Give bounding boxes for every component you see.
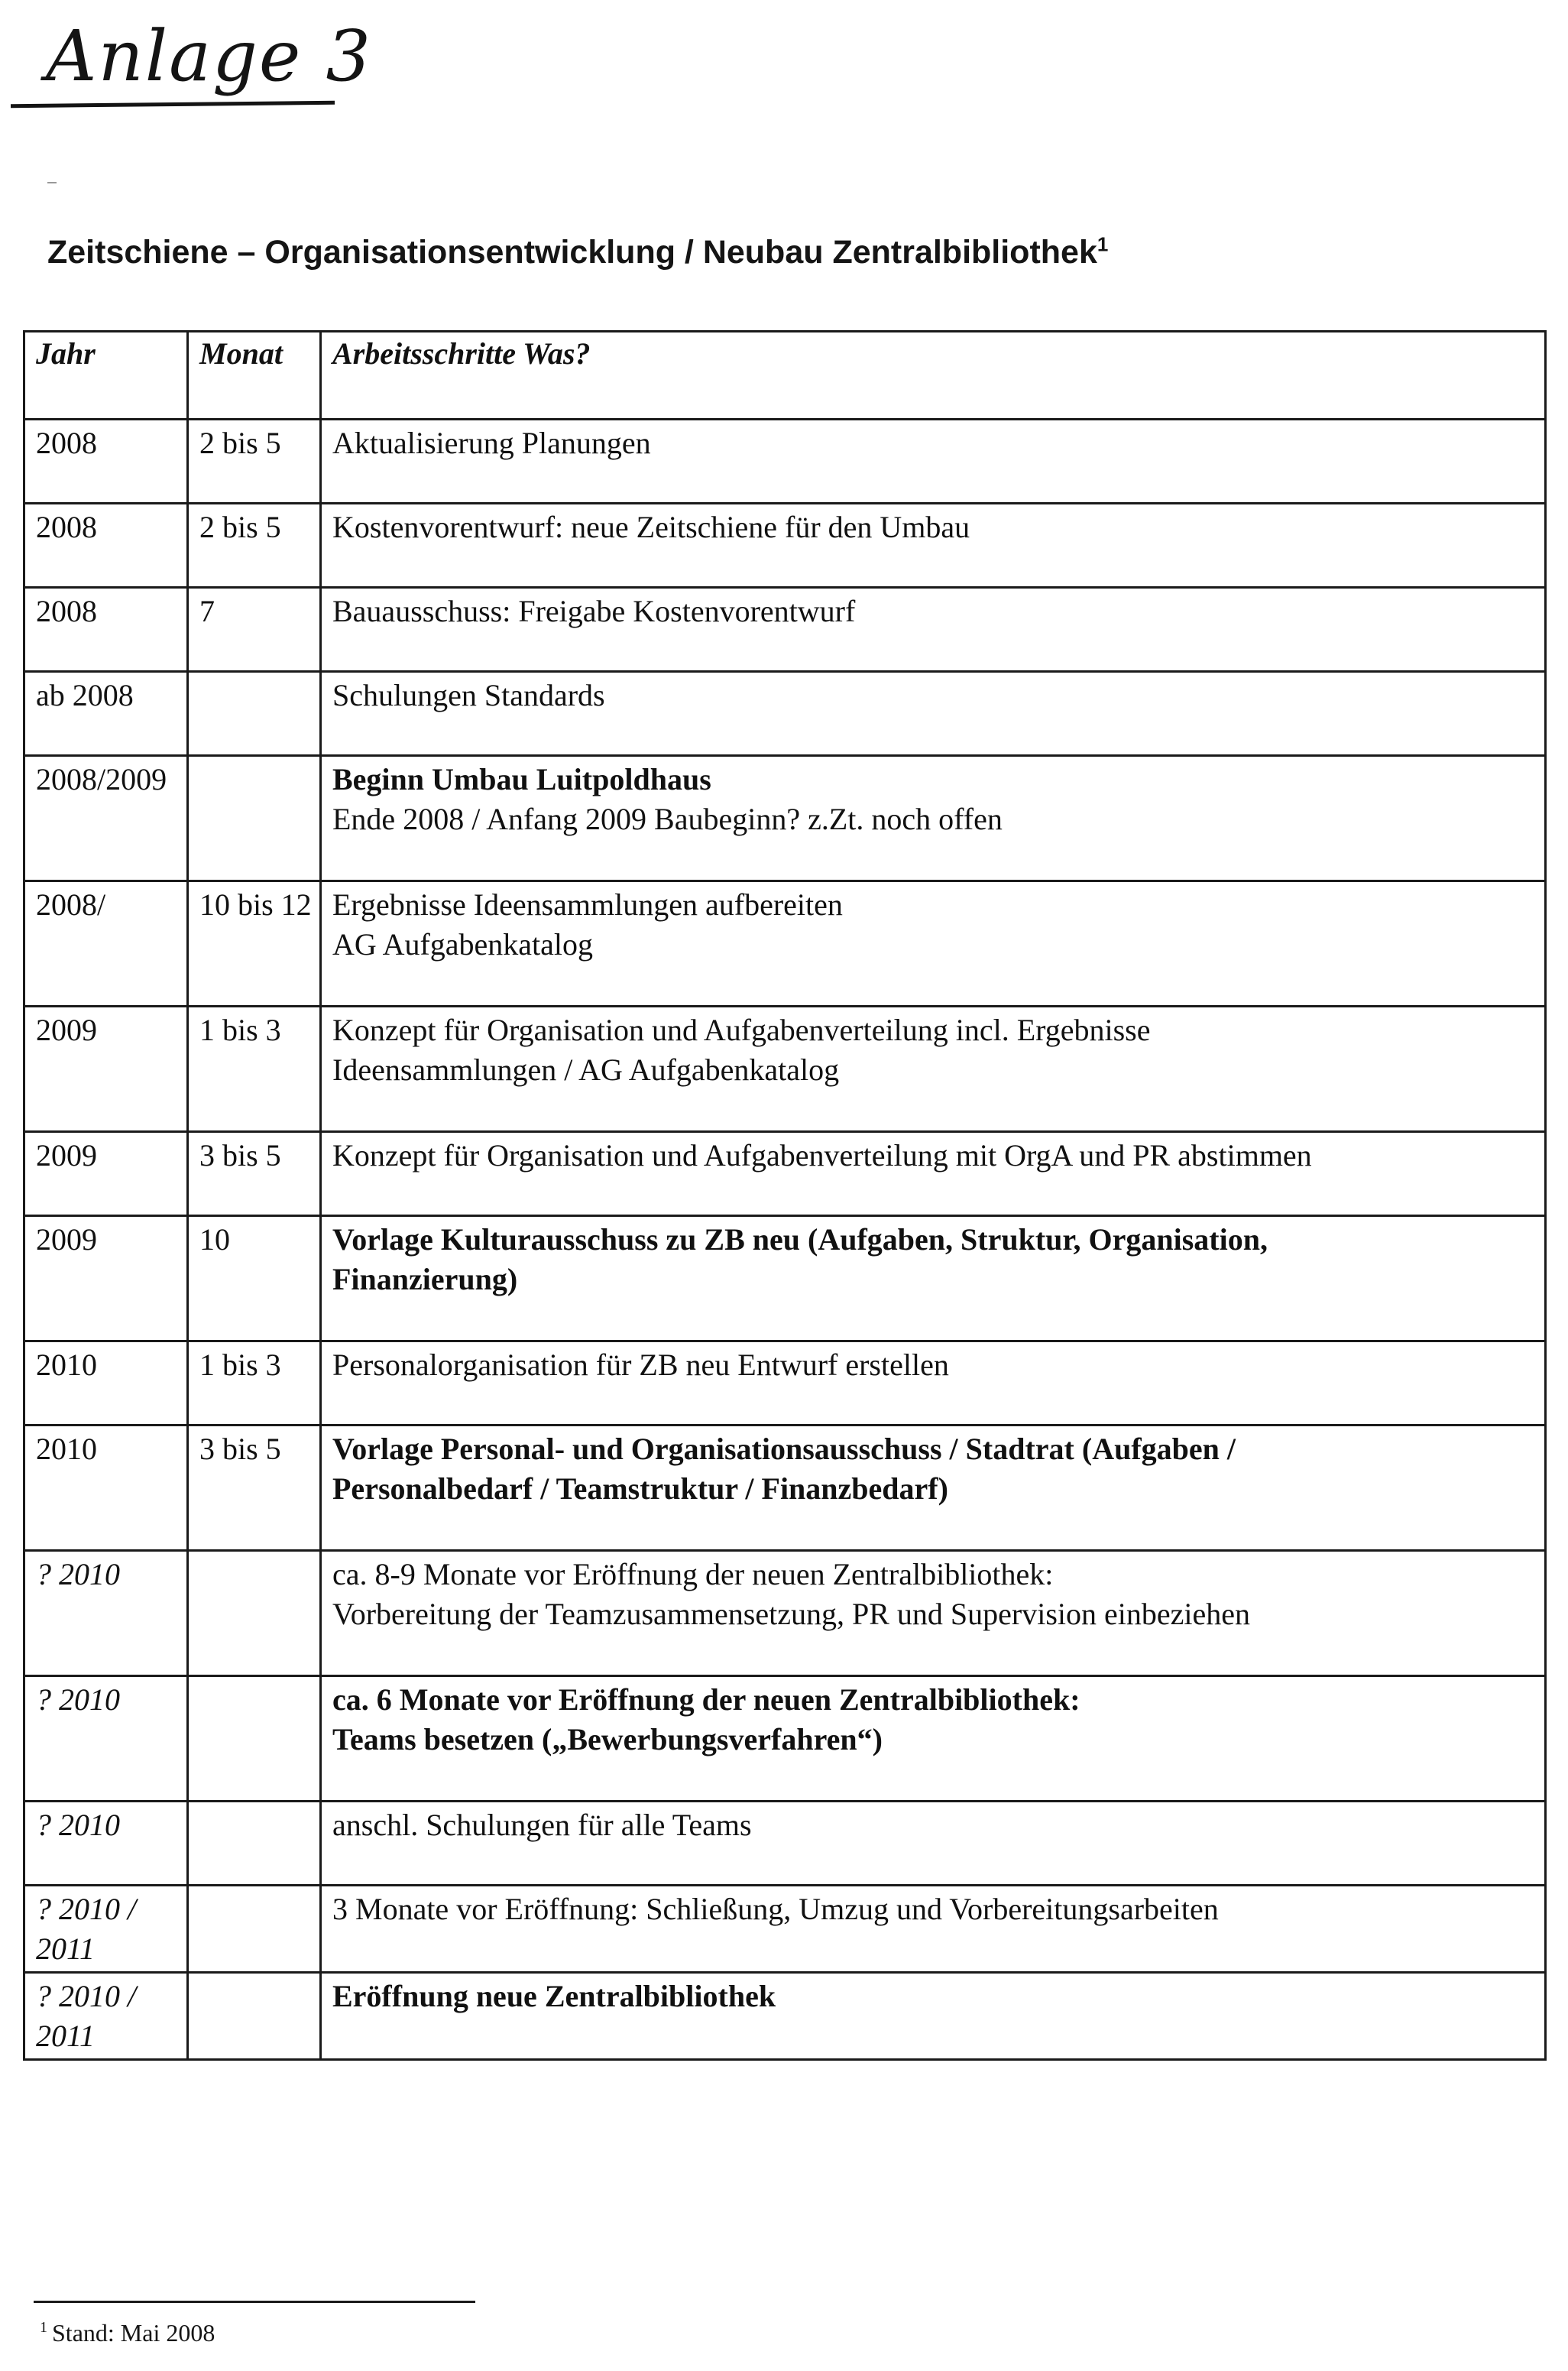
cell-month: 1 bis 3 xyxy=(188,1341,321,1426)
cell-month xyxy=(188,1551,321,1676)
cell-steps xyxy=(321,1802,1546,1886)
cell-month: 7 xyxy=(188,588,321,672)
step-line: Personalbedarf / Teamstruktur / Finanzbedarf) xyxy=(332,1471,948,1506)
step-line: Ideensammlungen / AG Aufgabenkatalog xyxy=(332,1053,840,1087)
cell-month: 3 bis 5 xyxy=(188,1132,321,1216)
footnote-text: Stand: Mai 2008 xyxy=(52,2319,215,2347)
cell-month xyxy=(188,1973,321,2060)
step-line: Finanzierung) xyxy=(332,1262,518,1296)
step-line: Aktualisierung Planungen xyxy=(332,426,651,460)
cell-year: ? 2010 xyxy=(24,1802,188,1886)
cell-month xyxy=(188,1802,321,1886)
footnote xyxy=(40,2319,215,2347)
table-row xyxy=(24,420,1546,504)
step-line: 3 Monate vor Eröffnung: Schließung, Umzug und Vorbereitungsarbeiten xyxy=(332,1892,1219,1926)
step-line: Vorbereitung der Teamzusammensetzung, PR und Supervision einbeziehen xyxy=(332,1597,1250,1631)
table-header-row xyxy=(24,332,1546,420)
step-line: Teams besetzen („Bewerbungsverfahren“) xyxy=(332,1722,883,1756)
table-row xyxy=(24,1973,1546,2060)
cell-year: ab 2008 xyxy=(24,672,188,756)
footnote-marker: 1 xyxy=(40,2319,47,2337)
step-line: Eröffnung neue Zentralbibliothek xyxy=(332,1979,776,2013)
cell-steps xyxy=(321,881,1546,1007)
cell-month xyxy=(188,1676,321,1802)
step-line: Beginn Umbau Luitpoldhaus xyxy=(332,762,711,796)
cell-steps xyxy=(321,1216,1546,1341)
step-line: Bauausschuss: Freigabe Kostenvorentwurf xyxy=(332,594,856,628)
step-line: AG Aufgabenkatalog xyxy=(332,927,594,962)
page-title-text: Zeitschiene – Organisationsentwicklung / Neubau Zentralbibliothek xyxy=(47,234,1097,271)
step-line: ca. 6 Monate vor Eröffnung der neuen Zentralbibliothek: xyxy=(332,1682,1080,1717)
step-line: anschl. Schulungen für alle Teams xyxy=(332,1808,752,1842)
cell-steps xyxy=(321,1886,1546,1973)
cell-year: 2008 xyxy=(24,420,188,504)
step-line: Vorlage Personal- und Organisationsausschuss / Stadtrat (Aufgaben / xyxy=(332,1432,1236,1466)
handwritten-annex-label: Anlage 3 xyxy=(46,15,373,97)
cell-year: ? 2010 xyxy=(24,1551,188,1676)
table-row xyxy=(24,756,1546,881)
cell-year: 2009 xyxy=(24,1216,188,1341)
cell-month: 10 xyxy=(188,1216,321,1341)
cell-month: 10 bis 12 xyxy=(188,881,321,1007)
scan-mark xyxy=(47,182,57,183)
cell-steps xyxy=(321,672,1546,756)
table-row xyxy=(24,504,1546,588)
column-header-year: Jahr xyxy=(24,332,188,420)
cell-year: 2009 xyxy=(24,1132,188,1216)
table-row xyxy=(24,672,1546,756)
table-row xyxy=(24,1676,1546,1802)
cell-steps xyxy=(321,588,1546,672)
cell-year: ? 2010 / 2011 xyxy=(24,1973,188,2060)
cell-steps xyxy=(321,504,1546,588)
step-line: Ende 2008 / Anfang 2009 Baubeginn? z.Zt. noch offen xyxy=(332,802,1003,836)
cell-year: 2009 xyxy=(24,1007,188,1132)
step-line: Personalorganisation für ZB neu Entwurf erstellen xyxy=(332,1348,949,1382)
cell-year: 2008/ xyxy=(24,881,188,1007)
cell-month: 2 bis 5 xyxy=(188,420,321,504)
cell-year: ? 2010 xyxy=(24,1676,188,1802)
cell-steps xyxy=(321,1341,1546,1426)
cell-steps xyxy=(321,1426,1546,1551)
step-line: Vorlage Kulturausschuss zu ZB neu (Aufgaben, Struktur, Organisation, xyxy=(332,1222,1268,1257)
table-row xyxy=(24,1426,1546,1551)
cell-year: 2008 xyxy=(24,504,188,588)
cell-month: 2 bis 5 xyxy=(188,504,321,588)
column-header-steps: Arbeitsschritte Was? xyxy=(321,332,1546,420)
step-line: ca. 8-9 Monate vor Eröffnung der neuen Zentralbibliothek: xyxy=(332,1557,1054,1591)
table-row xyxy=(24,1216,1546,1341)
cell-month: 1 bis 3 xyxy=(188,1007,321,1132)
cell-year: 2008/2009 xyxy=(24,756,188,881)
cell-month: 3 bis 5 xyxy=(188,1426,321,1551)
cell-steps xyxy=(321,756,1546,881)
step-line: Ergebnisse Ideensammlungen aufbereiten xyxy=(332,887,843,922)
cell-steps xyxy=(321,1973,1546,2060)
step-line: Konzept für Organisation und Aufgabenverteilung mit OrgA und PR abstimmen xyxy=(332,1138,1312,1173)
title-footnote-marker: 1 xyxy=(1097,232,1109,256)
footnote-divider xyxy=(34,2301,475,2303)
table-row xyxy=(24,881,1546,1007)
table-row xyxy=(24,1802,1546,1886)
table-row xyxy=(24,1886,1546,1973)
page-title xyxy=(47,234,1108,271)
cell-year: 2010 xyxy=(24,1341,188,1426)
cell-year: 2008 xyxy=(24,588,188,672)
column-header-month: Monat xyxy=(188,332,321,420)
step-line: Kostenvorentwurf: neue Zeitschiene für den Umbau xyxy=(332,510,970,544)
cell-year: 2010 xyxy=(24,1426,188,1551)
step-line: Konzept für Organisation und Aufgabenverteilung incl. Ergebnisse xyxy=(332,1013,1151,1047)
cell-steps xyxy=(321,420,1546,504)
table-row xyxy=(24,1551,1546,1676)
table-row xyxy=(24,1007,1546,1132)
cell-month xyxy=(188,672,321,756)
timeline-table xyxy=(23,330,1547,2061)
step-line: Schulungen Standards xyxy=(332,678,605,712)
table-row xyxy=(24,1132,1546,1216)
cell-steps xyxy=(321,1007,1546,1132)
cell-month xyxy=(188,756,321,881)
cell-steps xyxy=(321,1676,1546,1802)
cell-steps xyxy=(321,1132,1546,1216)
cell-month xyxy=(188,1886,321,1973)
cell-steps xyxy=(321,1551,1546,1676)
cell-year: ? 2010 / 2011 xyxy=(24,1886,188,1973)
handwritten-underline xyxy=(11,101,335,108)
table-row xyxy=(24,1341,1546,1426)
timeline-body xyxy=(24,420,1546,2060)
table-row xyxy=(24,588,1546,672)
